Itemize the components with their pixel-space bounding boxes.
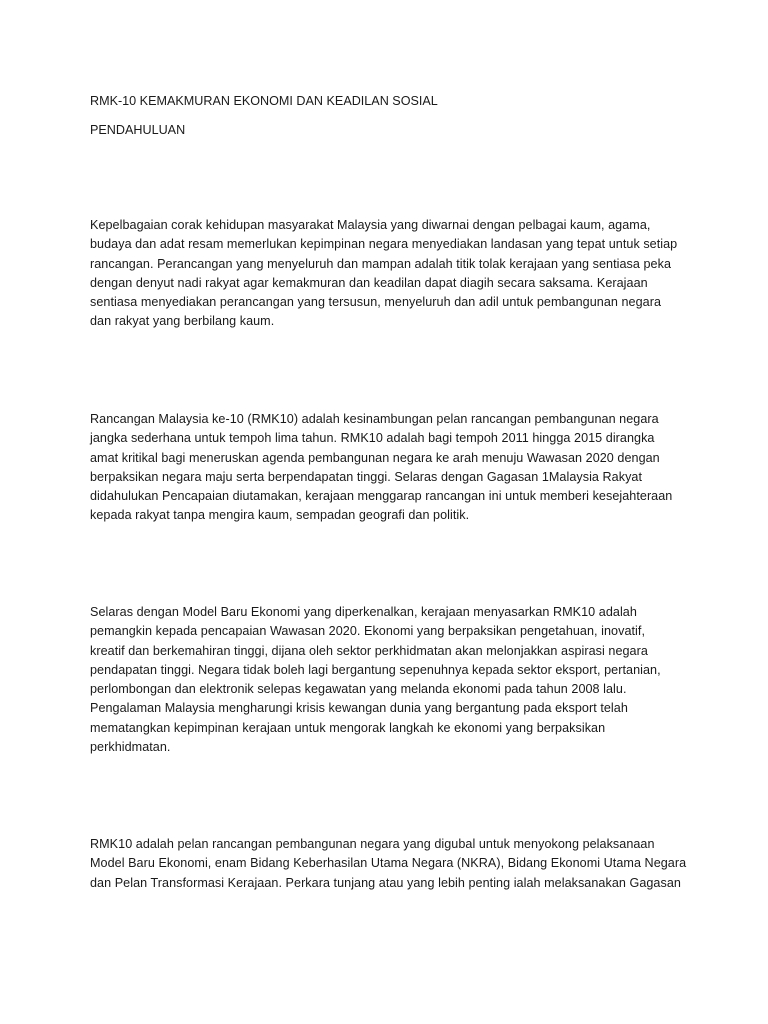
paragraph-3: Selaras dengan Model Baru Ekonomi yang diperkenalkan, kerajaan menyasarkan RMK10 adalah pemangkin kepada pencapaian Wawasan 2020. Ekonomi yang berpaksikan pengetahuan, inovatif, kreatif dan berkemahiran tinggi, dijana oleh sektor perkhidmatan akan melonjakkan aspirasi negara pendapatan tinggi. Negara tidak boleh lagi bergantung sepenuhnya kepada sektor eksport, pertanian, perlombongan dan elektronik selepas kegawatan yang melanda ekonomi pada tahun 2008 lalu. Pengalaman Malaysia mengharungi krisis kewangan dunia yang bergantung pada eksport telah mematangkan kepimpinan kerajaan untuk mengorak langkah ke ekonomi yang berpaksikan perkhidmatan.	[90, 605, 661, 755]
paragraph-2: Rancangan Malaysia ke-10 (RMK10) adalah kesinambungan pelan rancangan pembangunan negara jangka sederhana untuk tempoh lima tahun. RMK10 adalah bagi tempoh 2011 hingga 2015 dirangka amat kritikal bagi meneruskan agenda pembangunan negara ke arah menuju Wawasan 2020 dengan berpaksikan negara maju serta berpendapatan tinggi. Selaras dengan Gagasan 1Malaysia Rakyat didahulukan Pencapaian diutamakan, kerajaan menggarap rancangan ini untuk memberi kesejahteraan kepada rakyat tanpa mengira kaum, sempadan geografi dan politik.	[90, 412, 673, 523]
document-title: RMK-10 KEMAKMURAN EKONOMI DAN KEADILAN SOSIAL	[90, 94, 438, 108]
paragraph-4: RMK10 adalah pelan rancangan pembangunan negara yang digubal untuk menyokong pelaksanaan Model Baru Ekonomi, enam Bidang Keberhasilan Utama Negara (NKRA), Bidang Ekonomi Utama Negara dan Pelan Transformasi Kerajaan. Perkara tunjang atau yang lebih penting ialah melaksanakan Gagasan	[90, 837, 687, 890]
paragraph-1: Kepelbagaian corak kehidupan masyarakat Malaysia yang diwarnai dengan pelbagai kaum, agama, budaya dan adat resam memerlukan kepimpinan negara menyediakan landasan yang tepat untuk setiap rancangan. Perancangan yang menyeluruh dan mampan adalah titik tolak kerajaan yang sentiasa peka dengan denyut nadi rakyat agar kemakmuran dan keadilan dapat diagih secara saksama. Kerajaan sentiasa menyediakan perancangan yang tersusun, menyeluruh dan adil untuk pembangunan negara dan rakyat yang berbilang kaum.	[90, 218, 678, 329]
section-heading: PENDAHULUAN	[90, 123, 186, 137]
